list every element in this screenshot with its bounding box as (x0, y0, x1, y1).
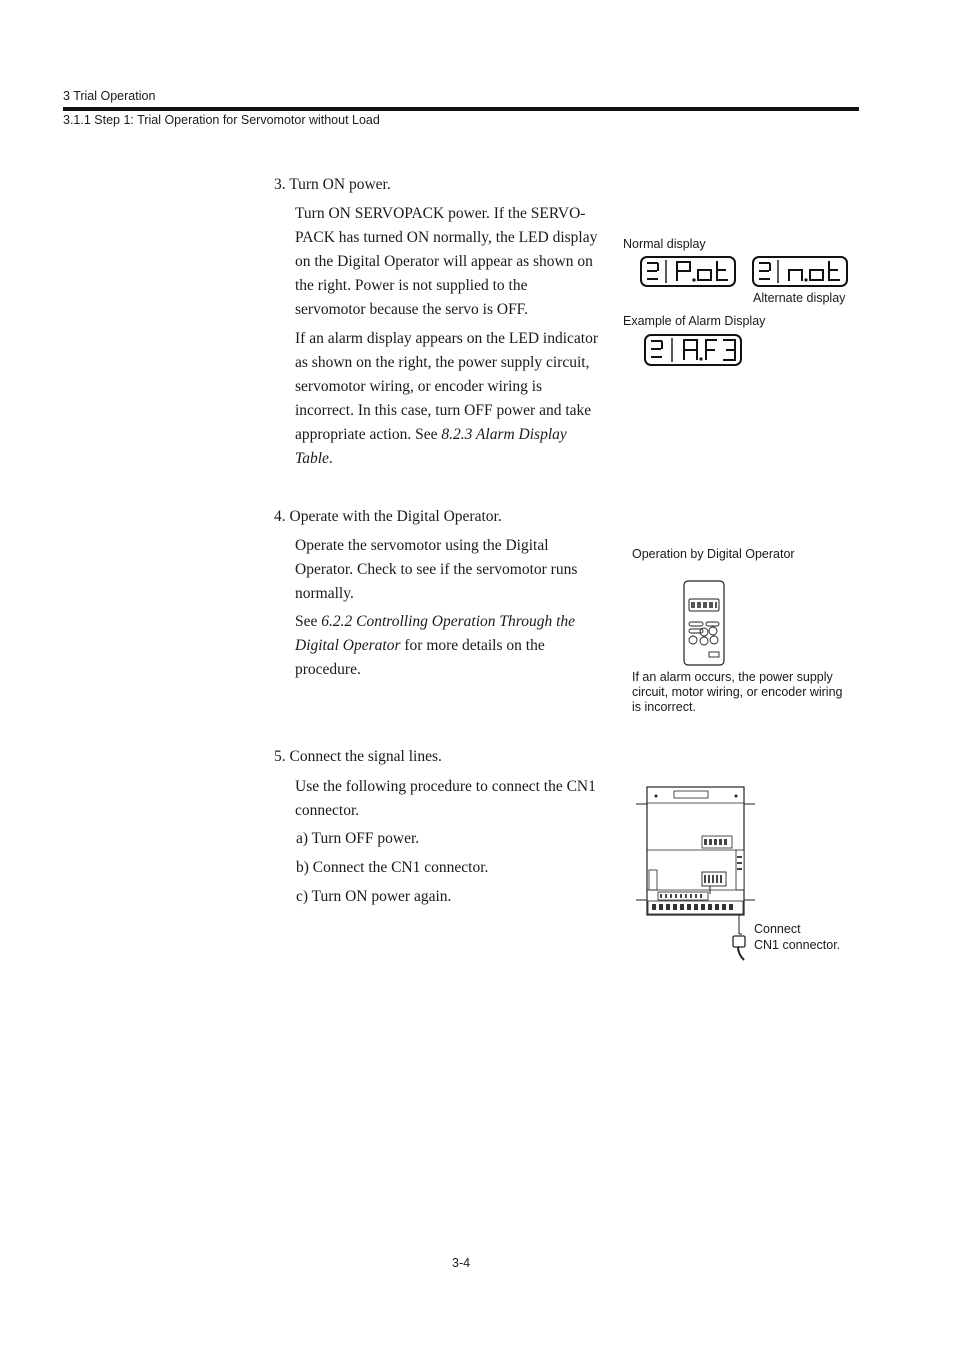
chapter-title: 3 Trial Operation (63, 89, 156, 103)
alarm-table-reference[interactable]: 8.2.3 Alarm Display Table (295, 426, 567, 467)
normal-display-label: Normal display (623, 237, 706, 251)
step4-para1: Operate the servomotor using the Digital Operator. Check to see if the servomotor runs normally. (295, 537, 578, 602)
step5-item-b: b) Connect the CN1 connector. (296, 859, 489, 876)
alternate-display-label: Alternate display (753, 291, 846, 305)
digital-operator-reference[interactable]: 6.2.2 Controlling Operation Through the Digital Operator (295, 613, 576, 654)
digital-operator-icon (683, 580, 725, 666)
led-display-alarm (644, 334, 742, 366)
alarm-note: If an alarm occurs, the power supply circuit, motor wiring, or encoder wiring is incorrect. (632, 670, 843, 714)
cn1-label-line2: CN1 connector. (754, 938, 841, 952)
page-number: 3-4 (452, 1256, 471, 1270)
step3-title: 3. Turn ON power. (274, 176, 391, 193)
step5-item-c: c) Turn ON power again. (296, 888, 452, 905)
led-display-alternate (752, 256, 848, 287)
step3-para1: Turn ON SERVOPACK power. If the SERVO-PACK has turned ON normally, the LED display on the Digital Operator will appear as shown on the right. Power is not supplied to the servomotor because the servo is OFF. (295, 205, 598, 318)
step5-para1: Use the following procedure to connect the CN1 connector. (295, 778, 596, 819)
section-title: 3.1.1 Step 1: Trial Operation for Servomotor without Load (63, 113, 380, 127)
led-display-normal (640, 256, 736, 287)
step4-para2: See 6.2.2 Controlling Operation Through the Digital Operator for more details on the procedure. (295, 613, 576, 678)
digital-operator-figure-title: Operation by Digital Operator (632, 547, 795, 561)
servopack-icon (636, 786, 756, 966)
alarm-display-label: Example of Alarm Display (623, 314, 766, 328)
step5-title: 5. Connect the signal lines. (274, 748, 442, 765)
cn1-label-line1: Connect (754, 922, 801, 936)
step5-item-a: a) Turn OFF power. (296, 830, 420, 847)
header-rule (63, 107, 859, 111)
step3-para2: If an alarm display appears on the LED indicator as shown on the right, the power supply circuit, servomotor wiring, or encoder wiring is incorrect. In this case, turn OFF power and take appropriate action. See 8.2.3 Alarm Display Table. (295, 330, 598, 467)
step4-title: 4. Operate with the Digital Operator. (274, 508, 502, 525)
